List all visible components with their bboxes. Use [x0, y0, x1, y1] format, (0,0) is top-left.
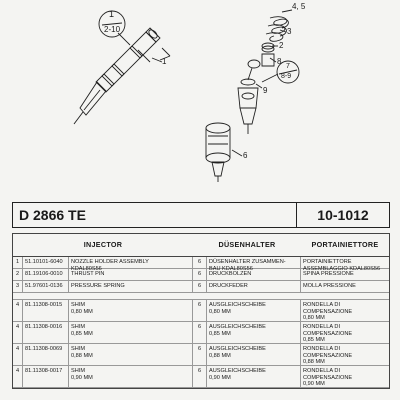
item-number: 3 — [13, 281, 23, 292]
callout-label-2-10: 2-10 — [104, 25, 121, 34]
description-english: PRESSURE SPRING — [69, 281, 193, 292]
part-number: 81.19106-0010 — [23, 269, 69, 280]
quantity: 6 — [193, 344, 207, 365]
quantity: 6 — [193, 300, 207, 321]
description-german: DÜSENHALTER ZUSAMMEN- BAU KDAL80S56 — [207, 257, 301, 268]
item-number: 1 — [13, 257, 23, 268]
table-row — [13, 344, 389, 366]
callout-label-1: 1 — [162, 57, 167, 66]
table-row — [13, 269, 389, 281]
quantity: 6 — [193, 322, 207, 343]
callout-label-2: 2 — [279, 41, 284, 50]
quantity: 6 — [193, 257, 207, 268]
parts-table — [12, 233, 390, 389]
description-english: SHIM 0,80 MM — [69, 300, 193, 321]
part-number: 51.10101-6040 — [23, 257, 69, 268]
quantity: 6 — [193, 269, 207, 280]
description-italian: RONDELLA DI COMPENSAZIONE 0,80 MM — [303, 302, 353, 322]
quantity: 6 — [193, 366, 207, 387]
description-english: SHIM 0,90 MM — [69, 366, 193, 387]
part-number: 81.11308-0069 — [23, 344, 69, 365]
description-english: SHIM 0,88 MM — [69, 344, 193, 365]
engine-model: D 2866 TE — [13, 203, 297, 227]
callout-label-9: 9 — [263, 86, 268, 95]
description-german: AUSGLEICHSCHEIBE 0,90 MM — [207, 366, 301, 387]
table-row — [13, 322, 389, 344]
callout-label-3: 3 — [287, 27, 292, 36]
column-header-italian: PORTAINIETTORE — [311, 240, 379, 249]
description-italian: RONDELLA DI COMPENSAZIONE 0,88 MM — [303, 346, 353, 366]
description-italian: RONDELLA DI COMPENSAZIONE 0,90 MM — [303, 368, 353, 388]
description-italian: PORTAINIETTORE ASSEMBLAGGIO KDAL80S56 — [303, 259, 381, 272]
page-title-bar — [12, 202, 390, 228]
table-row — [13, 300, 389, 322]
item-number: 4 — [13, 344, 23, 365]
description-italian: RONDELLA DI COMPENSAZIONE 0,85 MM — [303, 324, 353, 344]
item-number: 4 — [13, 366, 23, 387]
part-number: 81.11308-0016 — [23, 322, 69, 343]
description-german: AUSGLEICHSCHEIBE 0,85 MM — [207, 322, 301, 343]
description-german: AUSGLEICHSCHEIBE 0,80 MM — [207, 300, 301, 321]
description-english: NOZZLE HOLDER ASSEMBLY KDAL80S56 — [69, 257, 193, 268]
nozzle-nut — [206, 123, 230, 182]
column-header-english: INJECTOR — [83, 240, 123, 249]
section-code: 10-1012 — [317, 207, 369, 223]
description-german: DRUCKFEDER — [207, 281, 301, 292]
table-row — [13, 366, 389, 388]
part-number: 81.11308-0017 — [23, 366, 69, 387]
item-number: 4 — [13, 300, 23, 321]
callout-label-6: 6 — [243, 151, 248, 160]
callout-label-4-5: 4, 5 — [292, 2, 306, 11]
description-italian: MOLLA PRESSIONE — [303, 283, 356, 289]
item-number: 4 — [13, 322, 23, 343]
callout-label-1-top: 1 — [109, 9, 115, 19]
description-english: THRUST PIN — [69, 269, 193, 280]
table-row — [13, 257, 389, 272]
description-italian: SPINA PRESSIONE — [303, 271, 354, 277]
callout-label-7: 7 — [286, 63, 290, 70]
description-english: SHIM 0,85 MM — [69, 322, 193, 343]
column-header-german: DÜSENHALTER — [218, 240, 276, 249]
part-number: 81.11308-0015 — [23, 300, 69, 321]
injector-assembly-body — [74, 28, 170, 124]
callout-label-8-9: 8-9 — [281, 73, 292, 80]
table-header — [13, 234, 389, 257]
table-body — [13, 257, 389, 388]
item-number: 2 — [13, 269, 23, 280]
description-german: AUSGLEICHSCHEIBE 0,88 MM — [207, 344, 301, 365]
quantity: 6 — [193, 281, 207, 292]
part-number: 51.97601-0136 — [23, 281, 69, 292]
callout-label-8: 8 — [277, 57, 282, 66]
row-divider — [13, 293, 389, 300]
table-row — [13, 281, 389, 293]
description-german: DRUCKBOLZEN — [207, 269, 301, 280]
